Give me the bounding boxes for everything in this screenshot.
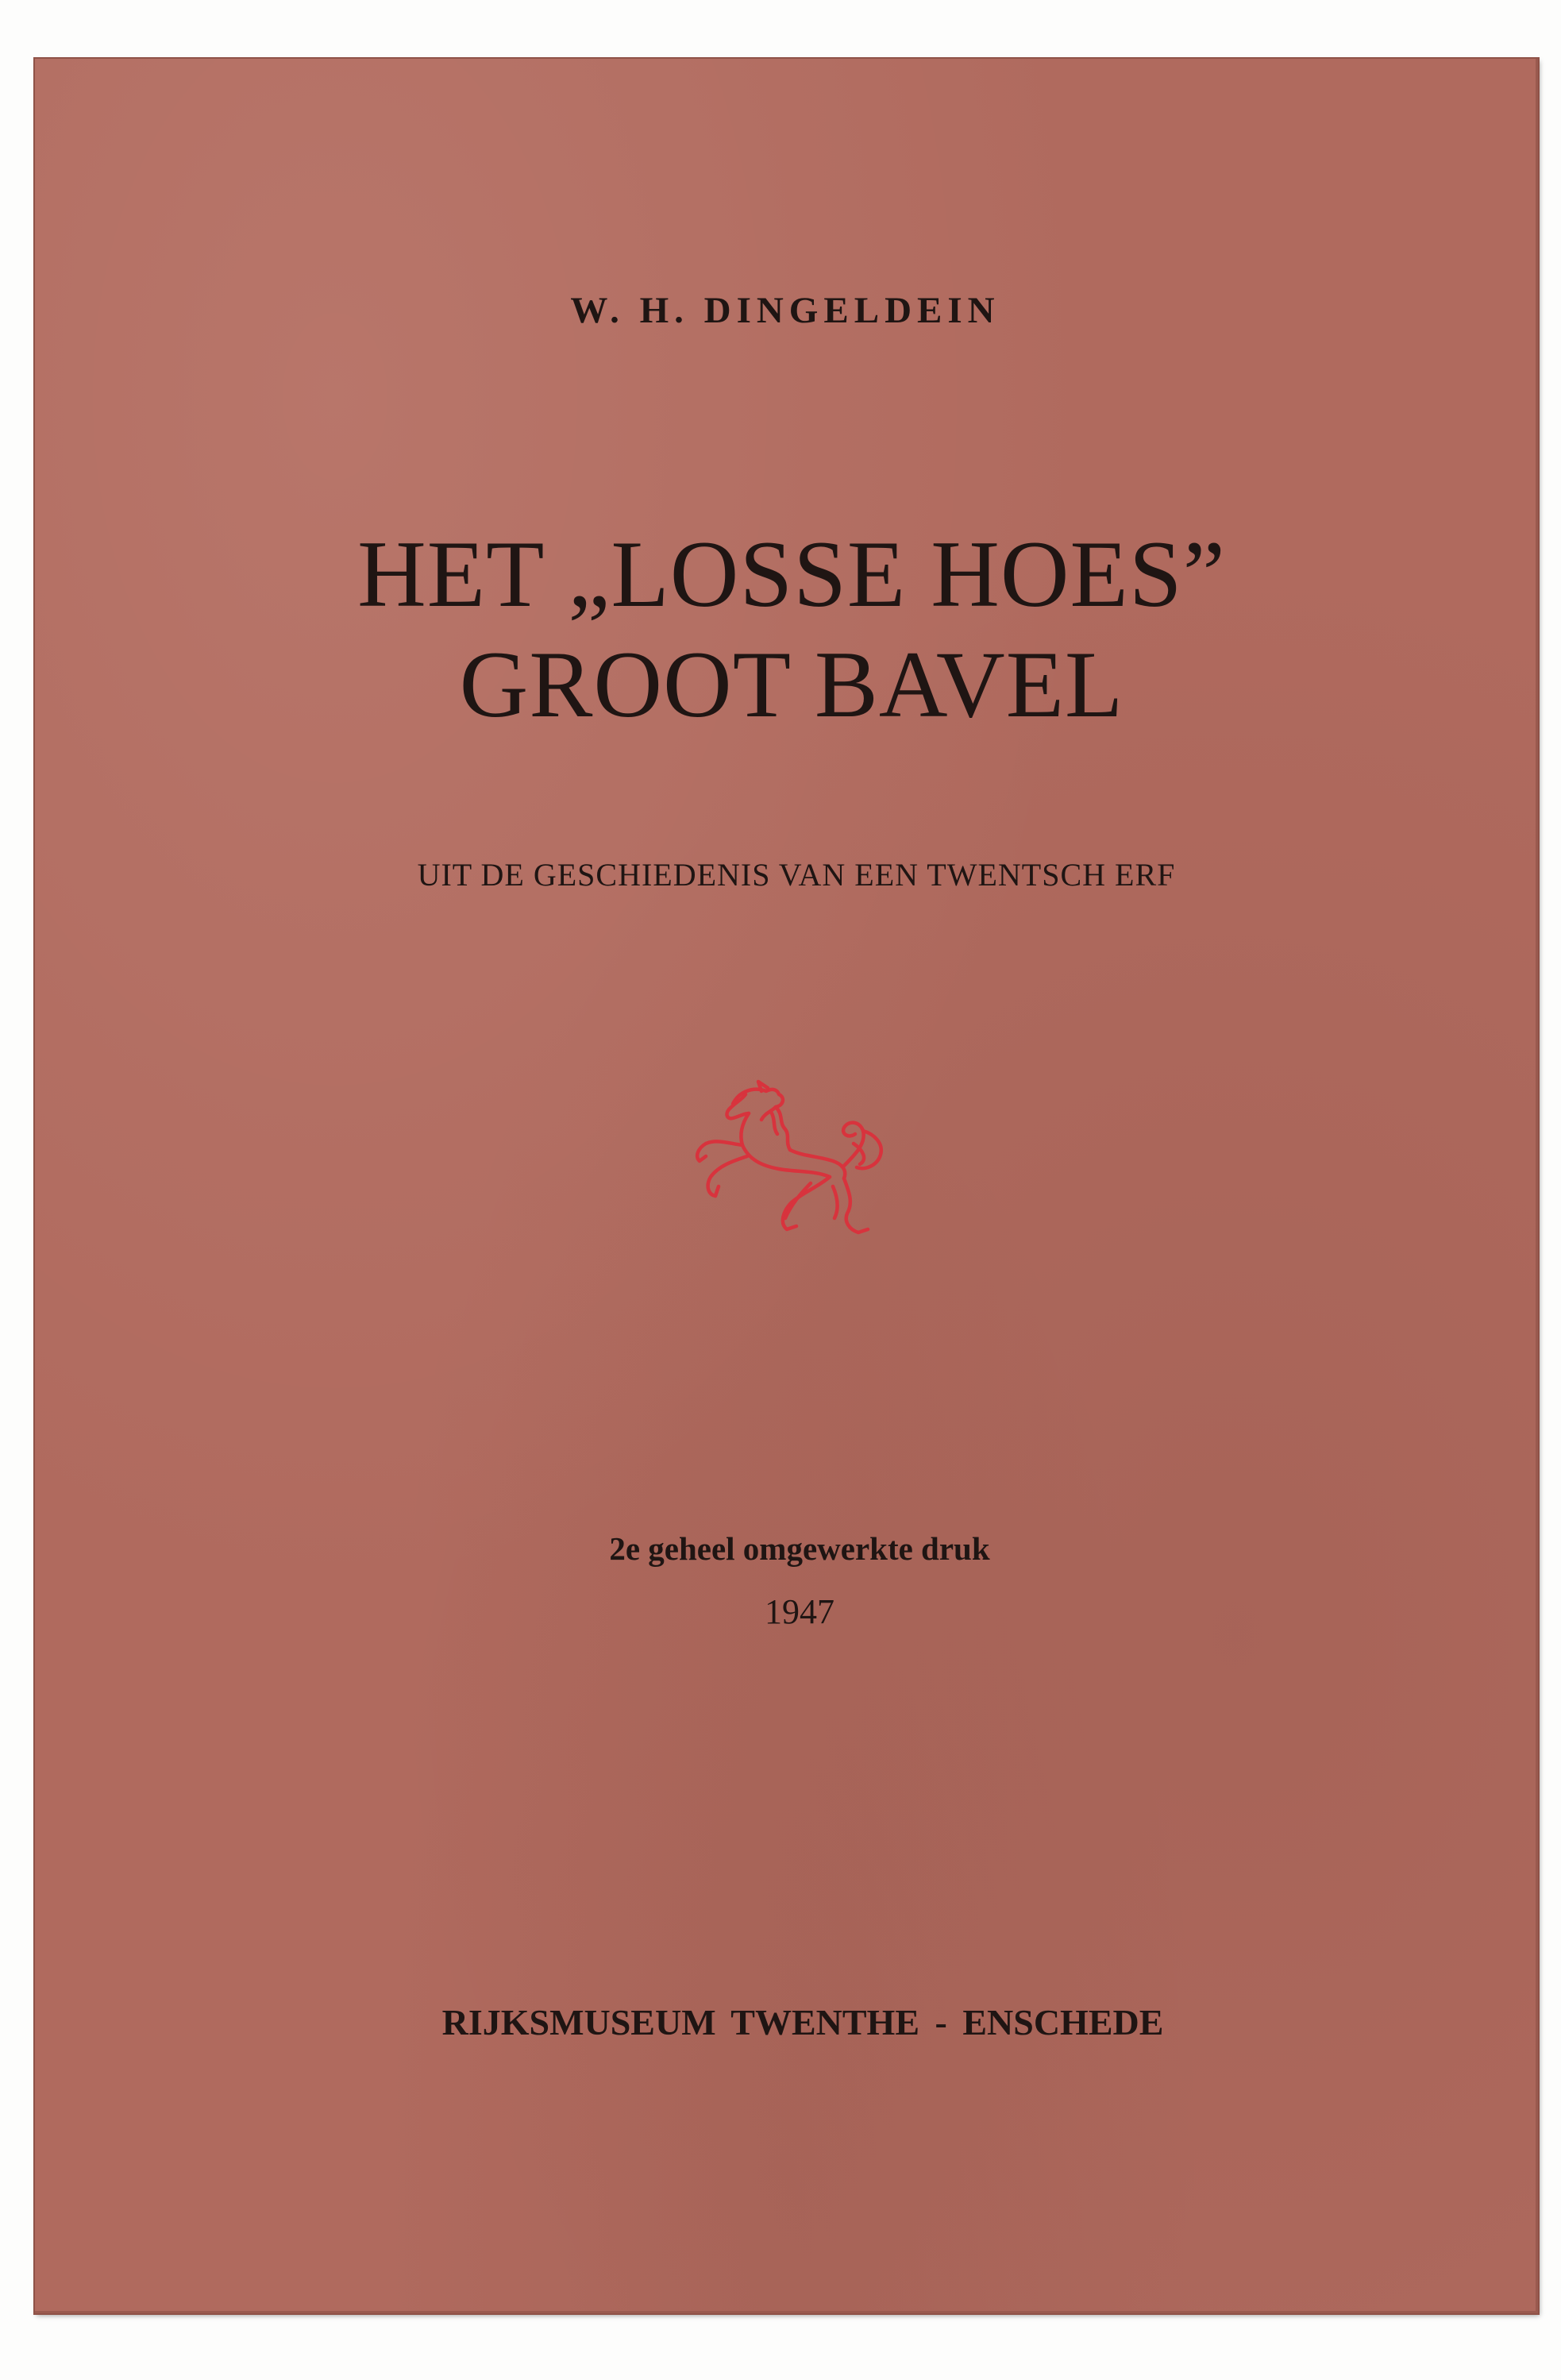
publication-year: 1947 <box>765 1592 834 1631</box>
publisher: RIJKSMUSEUM TWENTHE - ENSCHEDE <box>441 2002 1164 2042</box>
edition-note: 2e geheel omgewerkte druk <box>609 1530 990 1567</box>
book-cover <box>35 59 1538 2313</box>
title-line-2: GROOT BAVEL <box>459 631 1124 737</box>
subtitle: UIT DE GESCHIEDENIS VAN EEN TWENTSCH ERF <box>417 857 1176 893</box>
title-line-1: HET „LOSSE HOES” <box>357 521 1226 627</box>
rearing-horse-icon <box>660 1067 914 1274</box>
author-name: W. H. DINGELDEIN <box>570 290 1000 331</box>
